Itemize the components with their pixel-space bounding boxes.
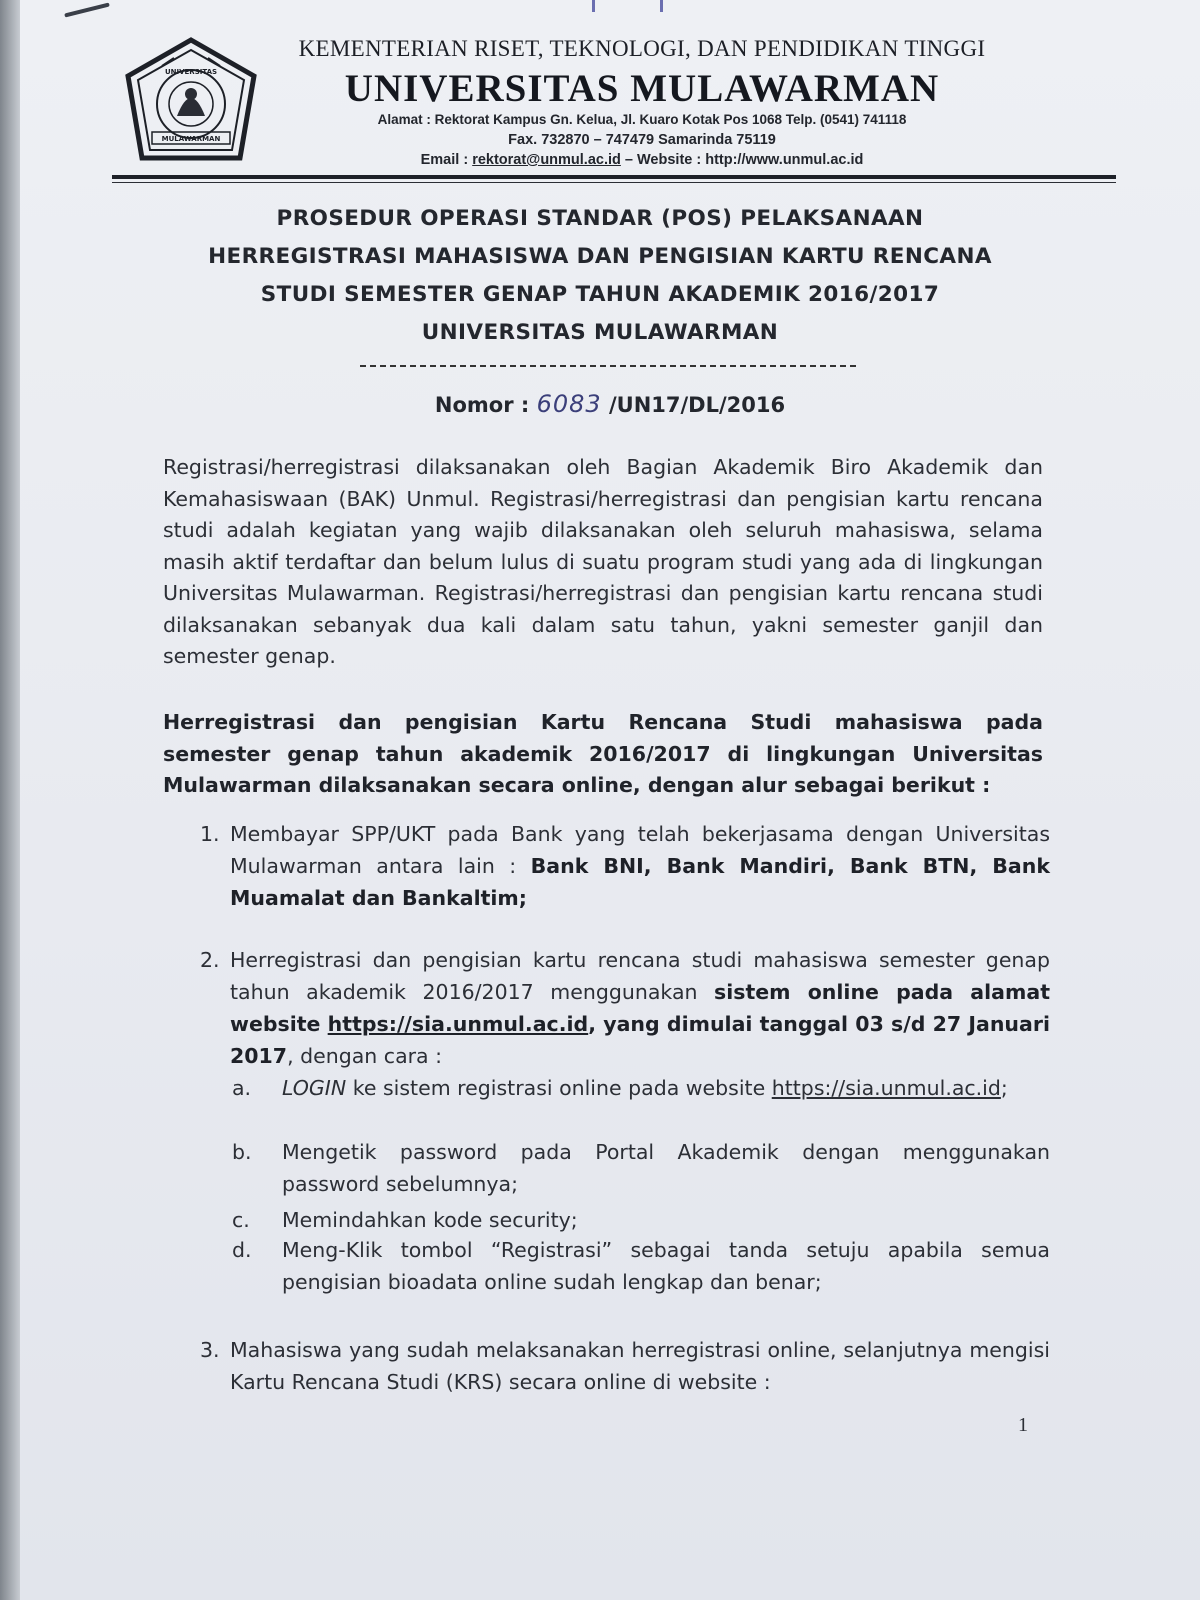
- bank-list: Bank BNI, Bank Mandiri, Bank BTN, Bank Muamalat dan Bankaltim;: [230, 854, 1050, 910]
- contact-line: [262, 152, 1022, 168]
- email-link[interactable]: rektorat@unmul.ac.id: [472, 152, 621, 168]
- university-name: UNIVERSITAS MULAWARMAN: [344, 67, 940, 110]
- handwritten-number: 6083: [536, 390, 602, 418]
- sub-list-letter: b.: [232, 1140, 252, 1164]
- step-bold-text: sistem online pada alamat website: [230, 980, 1050, 1036]
- sub-list-text: Memindahkan kode security;: [282, 1208, 578, 1232]
- sub-list-letter: d.: [232, 1238, 252, 1262]
- list-text: [230, 818, 1050, 914]
- sub-list-text: Mengetik password pada Portal Akademik dengan menggunakan password sebelumnya;: [282, 1140, 1050, 1196]
- website-label: – Website :: [620, 152, 706, 168]
- pen-mark: [592, 0, 595, 12]
- list-text: Mahasiswa yang sudah melaksanakan herregistrasi online, selanjutnya mengisi Kartu Rencana Studi (KRS) secara online di website :: [230, 1338, 1050, 1394]
- letterhead-divider: [112, 175, 1116, 179]
- pen-mark: [660, 0, 663, 12]
- document-title-line-4: UNIVERSITAS MULAWARMAN: [421, 320, 779, 345]
- title-separator: [360, 365, 860, 367]
- sub-step-text: ke sistem registrasi online pada website: [346, 1076, 772, 1100]
- address-line: Alamat : Rektorat Kampus Gn. Kelua, Jl. Kuaro Kotak Pos 1068 Telp. (0541) 741118: [377, 112, 907, 127]
- list-number: 1.: [200, 822, 220, 846]
- login-text: LOGIN: [282, 1076, 347, 1100]
- page-number: 1: [1018, 1414, 1028, 1436]
- step-text: Herregistrasi dan pengisian kartu rencana studi mahasiswa semester genap tahun akademik 2016/2017 menggunakan: [230, 948, 1050, 1004]
- list-number: 3.: [200, 1338, 220, 1362]
- sub-step-end: ;: [1000, 1076, 1008, 1100]
- list-text: [230, 944, 1050, 1072]
- email-label: Email :: [420, 152, 473, 168]
- sub-list-text: [282, 1072, 1050, 1104]
- nomor-label: Nomor :: [434, 393, 537, 417]
- sub-list-text: Meng-Klik tombol “Registrasi” sebagai tanda setuju apabila semua pengisian bioadata online sudah lengkap dan benar;: [282, 1238, 1050, 1294]
- page-left-edge: [0, 0, 20, 1600]
- seal-text-top: UNIVERSITAS: [164, 68, 218, 76]
- document-title-line-3: STUDI SEMESTER GENAP TAHUN AKADEMIK 2016/2017: [260, 282, 940, 307]
- step-text: Membayar SPP/UKT pada Bank yang telah bekerjasama dengan Universitas Mulawarman antara lain :: [230, 822, 1050, 878]
- document-title-line-2: HERREGISTRASI MAHASISWA DAN PENGISIAN KARTU RENCANA: [208, 244, 992, 269]
- procedure-intro-paragraph: Herregistrasi dan pengisian Kartu Rencana Studi mahasiswa pada semester genap tahun akademik 2016/2017 di lingkungan Universitas Mulawarman dilaksanakan secara online, dengan alur sebagai berikut :: [163, 710, 1043, 797]
- document-title-line-1: PROSEDUR OPERASI STANDAR (POS) PELAKSANAAN: [276, 206, 924, 231]
- sia-website-link[interactable]: https://sia.unmul.ac.id: [771, 1076, 1001, 1100]
- letterhead-divider-thin: [112, 182, 1116, 183]
- sub-list-letter: a.: [232, 1076, 252, 1100]
- fax-line: Fax. 732870 – 747479 Samarinda 75119: [508, 132, 776, 148]
- nomor-suffix: /UN17/DL/2016: [601, 393, 786, 417]
- university-seal-logo: [122, 36, 260, 166]
- step-bold-dates: , yang dimulai tanggal 03 s/d 27 Januari 2017: [230, 1012, 1050, 1068]
- step-text: , dengan cara :: [287, 1044, 443, 1068]
- sub-list-letter: c.: [232, 1208, 250, 1232]
- intro-paragraph: Registrasi/herregistrasi dilaksanakan oleh Bagian Akademik Biro Akademik dan Kemahasiswaan (BAK) Unmul. Registrasi/herregistrasi dan pengisian kartu rencana studi adalah kegiatan yang wajib dilaksanakan oleh seluruh mahasiswa, selama masih aktif terdaftar dan belum lulus di suatu program studi yang ada di lingkungan Universitas Mulawarman. Registrasi/herregistrasi dan pengisian kartu rencana studi dilaksanakan sebanyak dua kali dalam satu tahun, yakni semester ganjil dan semester genap.: [163, 455, 1043, 668]
- document-number: [410, 390, 810, 418]
- ministry-name: KEMENTERIAN RISET, TEKNOLOGI, DAN PENDIDIKAN TINGGI: [298, 36, 986, 61]
- website-link[interactable]: http://www.unmul.ac.id: [705, 152, 864, 168]
- sia-website-link[interactable]: https://sia.unmul.ac.id: [327, 1012, 589, 1036]
- seal-text-bottom: MULAWARMAN: [161, 135, 221, 143]
- list-number: 2.: [200, 948, 220, 972]
